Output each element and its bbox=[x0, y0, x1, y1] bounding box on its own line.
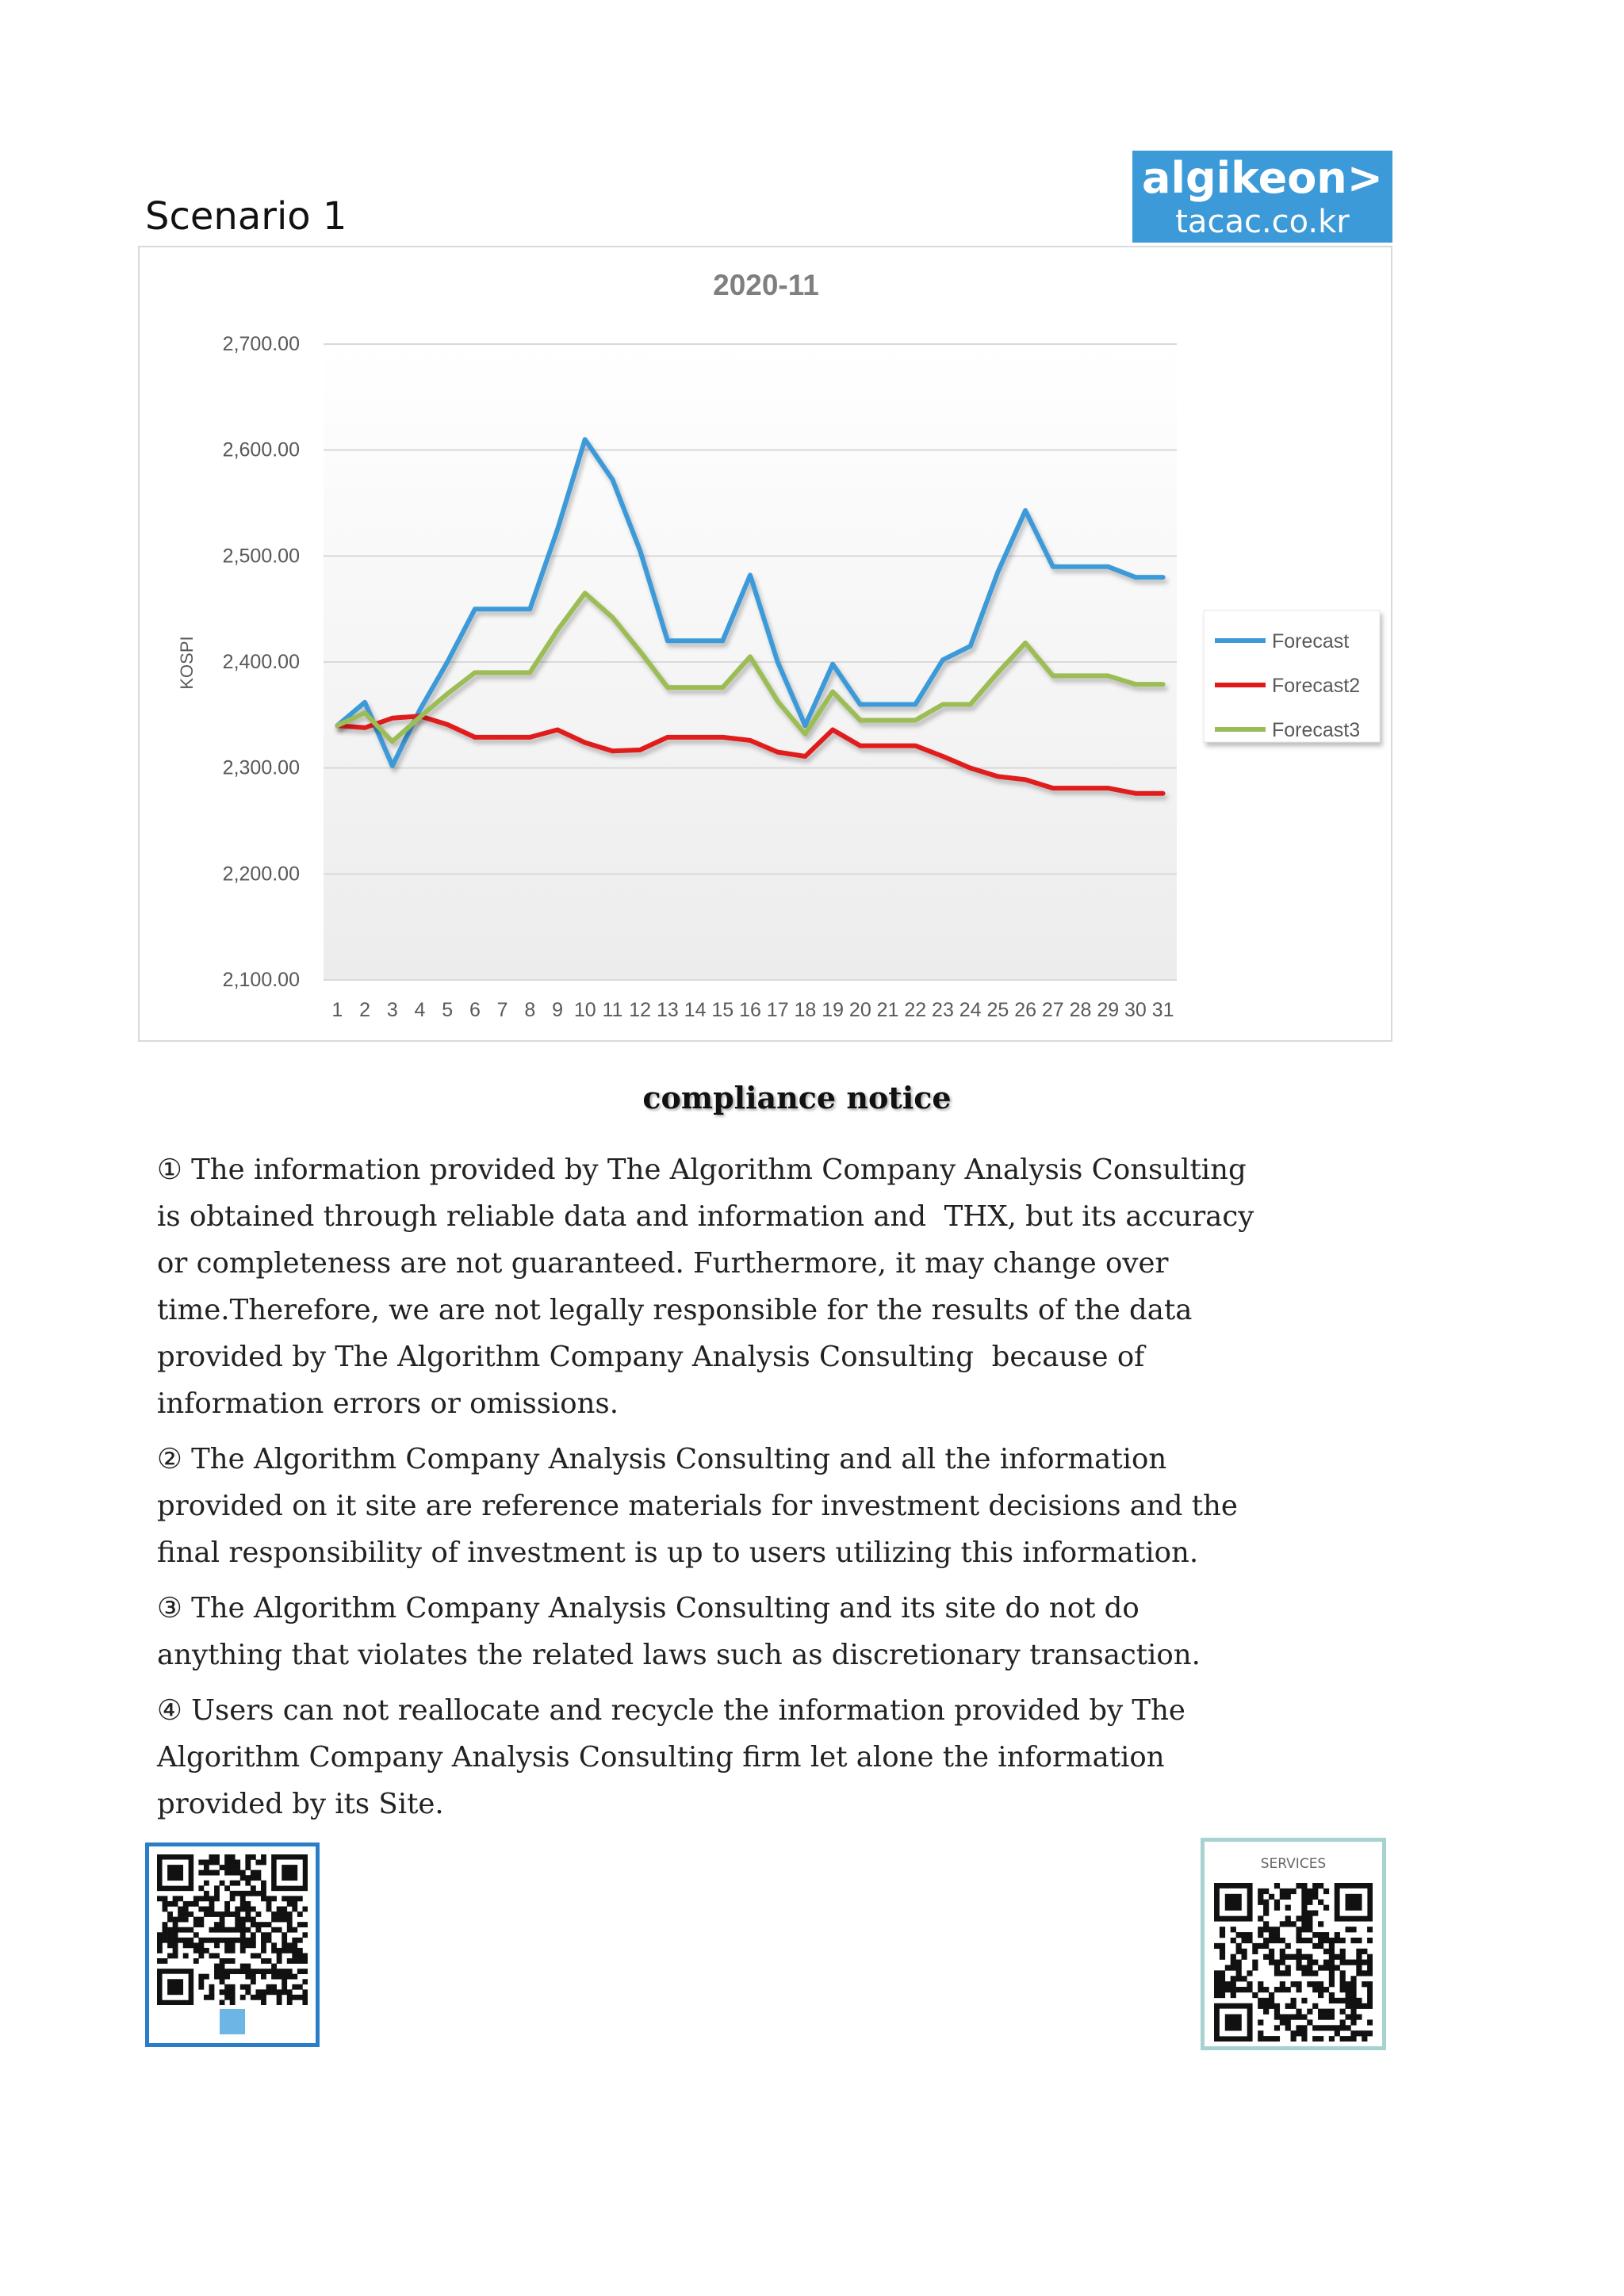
notice-paragraph-4: ④ Users can not reallocate and recycle the information provided by The Algorithm Company Analysis Consulting firm let alone the information provided by its Site. bbox=[157, 1694, 1185, 1820]
data-point bbox=[584, 438, 586, 440]
y-tick-label: 2,200.00 bbox=[222, 863, 300, 886]
data-point bbox=[1052, 787, 1054, 789]
x-tick-label: 28 bbox=[1069, 999, 1092, 1021]
x-tick-label: 31 bbox=[1151, 999, 1174, 1021]
data-point bbox=[1052, 566, 1054, 568]
compliance-notice-title: compliance notice bbox=[642, 1080, 952, 1115]
x-tick-label: 25 bbox=[986, 999, 1009, 1021]
qr-left-badge-icon bbox=[220, 2009, 245, 2034]
x-tick-label: 16 bbox=[739, 999, 761, 1021]
data-point bbox=[336, 725, 338, 726]
data-point bbox=[1080, 675, 1082, 676]
data-point bbox=[502, 608, 504, 610]
x-tick-label: 29 bbox=[1097, 999, 1120, 1021]
x-tick-label: 15 bbox=[711, 999, 734, 1021]
data-point bbox=[1080, 566, 1082, 568]
qr-right-caption: SERVICES bbox=[1260, 1856, 1327, 1872]
data-point bbox=[997, 775, 998, 777]
data-point bbox=[997, 672, 998, 673]
data-point bbox=[364, 702, 366, 703]
data-point bbox=[667, 640, 668, 641]
x-tick-label: 9 bbox=[552, 999, 563, 1021]
data-point bbox=[860, 703, 861, 705]
data-point bbox=[667, 737, 668, 738]
data-point bbox=[392, 718, 393, 719]
x-tick-label: 7 bbox=[496, 999, 508, 1021]
x-tick-label: 4 bbox=[414, 999, 426, 1021]
data-point bbox=[584, 742, 586, 744]
data-point bbox=[1135, 683, 1136, 685]
data-point bbox=[529, 608, 530, 610]
data-point bbox=[804, 756, 806, 757]
data-point bbox=[639, 651, 641, 652]
notice-paragraph-2: ② The Algorithm Company Analysis Consulting and all the information provided on it site are reference materials for investment decisions and the final responsibility of investment is up to users utilizing this information. bbox=[157, 1443, 1238, 1569]
legend-label: Forecast2 bbox=[1272, 675, 1361, 697]
data-point bbox=[584, 592, 586, 594]
data-point bbox=[529, 672, 530, 673]
data-point bbox=[695, 687, 696, 688]
data-point bbox=[942, 756, 944, 757]
data-point bbox=[722, 687, 723, 688]
data-point bbox=[529, 737, 530, 738]
x-tick-label: 8 bbox=[524, 999, 536, 1021]
data-point bbox=[1135, 793, 1136, 794]
data-point bbox=[502, 737, 504, 738]
x-tick-label: 10 bbox=[573, 999, 596, 1021]
data-point bbox=[446, 693, 448, 695]
data-point bbox=[914, 703, 916, 705]
data-point bbox=[914, 720, 916, 721]
x-tick-label: 26 bbox=[1014, 999, 1037, 1021]
chart-canvas bbox=[140, 247, 1391, 1040]
x-tick-label: 11 bbox=[602, 999, 623, 1021]
data-point bbox=[639, 550, 641, 552]
data-point bbox=[749, 656, 751, 657]
qr-code-left[interactable] bbox=[145, 1843, 320, 2047]
data-point bbox=[364, 727, 366, 729]
logo-site-url: tacac.co.kr bbox=[1175, 204, 1350, 240]
kospi-forecast-chart bbox=[138, 246, 1392, 1042]
notice-paragraph-3: ③ The Algorithm Company Analysis Consulting and its site do not do anything that violates the related laws such as discretionary transaction. bbox=[157, 1592, 1201, 1671]
x-tick-label: 13 bbox=[656, 999, 679, 1021]
data-point bbox=[1162, 793, 1164, 794]
data-point bbox=[611, 750, 613, 752]
data-point bbox=[777, 700, 779, 702]
data-point bbox=[914, 745, 916, 747]
x-tick-label: 27 bbox=[1041, 999, 1064, 1021]
data-point bbox=[695, 640, 696, 641]
x-tick-label: 20 bbox=[848, 999, 871, 1021]
qr-code-right[interactable] bbox=[1201, 1838, 1386, 2050]
data-point bbox=[611, 617, 613, 618]
data-point bbox=[392, 765, 393, 767]
data-point bbox=[1025, 642, 1026, 644]
data-point bbox=[557, 729, 558, 731]
y-tick-label: 2,400.00 bbox=[222, 651, 300, 673]
data-point bbox=[997, 571, 998, 572]
y-tick-label: 2,500.00 bbox=[222, 545, 300, 568]
data-point bbox=[887, 720, 889, 721]
x-tick-label: 12 bbox=[629, 999, 652, 1021]
data-point bbox=[1025, 510, 1026, 511]
x-tick-label: 22 bbox=[904, 999, 927, 1021]
x-tick-label: 18 bbox=[794, 999, 817, 1021]
data-point bbox=[860, 745, 861, 747]
y-tick-label: 2,300.00 bbox=[222, 756, 300, 779]
x-tick-label: 2 bbox=[359, 999, 371, 1021]
x-tick-label: 3 bbox=[386, 999, 398, 1021]
data-point bbox=[832, 664, 833, 665]
data-point bbox=[364, 712, 366, 714]
data-point bbox=[419, 709, 420, 710]
y-tick-label: 2,600.00 bbox=[222, 438, 300, 461]
data-point bbox=[1107, 566, 1109, 568]
y-tick-label: 2,100.00 bbox=[222, 969, 300, 991]
qr-code-right-image bbox=[1214, 1883, 1373, 2042]
data-point bbox=[1135, 576, 1136, 578]
company-logo[interactable] bbox=[1132, 151, 1392, 243]
data-point bbox=[887, 703, 889, 705]
data-point bbox=[611, 479, 613, 480]
qr-code-left-image bbox=[157, 1854, 308, 2005]
data-point bbox=[970, 703, 971, 705]
scenario-title: Scenario 1 bbox=[145, 194, 347, 239]
data-point bbox=[419, 717, 420, 718]
data-point bbox=[446, 724, 448, 725]
data-point bbox=[1162, 683, 1164, 685]
data-point bbox=[749, 574, 751, 576]
data-point bbox=[667, 687, 668, 688]
data-point bbox=[887, 745, 889, 747]
data-point bbox=[1052, 675, 1054, 676]
data-point bbox=[970, 767, 971, 769]
x-tick-label: 14 bbox=[684, 999, 707, 1021]
data-point bbox=[1162, 576, 1164, 578]
data-point bbox=[639, 749, 641, 751]
data-point bbox=[777, 752, 779, 753]
data-point bbox=[392, 740, 393, 742]
data-point bbox=[502, 672, 504, 673]
logo-brand-text: algikeon> bbox=[1142, 153, 1383, 203]
legend-label: Forecast3 bbox=[1272, 719, 1361, 741]
x-tick-label: 17 bbox=[766, 999, 789, 1021]
data-point bbox=[942, 703, 944, 705]
chart-legend bbox=[1204, 610, 1380, 742]
y-axis-label: KOSPI bbox=[177, 636, 197, 690]
data-point bbox=[1025, 779, 1026, 780]
data-point bbox=[832, 691, 833, 692]
x-tick-label: 21 bbox=[876, 999, 899, 1021]
x-tick-label: 30 bbox=[1124, 999, 1147, 1021]
data-point bbox=[474, 672, 476, 673]
x-tick-label: 5 bbox=[442, 999, 454, 1021]
data-point bbox=[942, 659, 944, 660]
y-tick-label: 2,700.00 bbox=[222, 333, 300, 355]
data-point bbox=[749, 740, 751, 741]
data-point bbox=[557, 529, 558, 530]
data-point bbox=[446, 661, 448, 663]
chart-title: 2020-11 bbox=[713, 269, 819, 301]
legend-label: Forecast bbox=[1272, 630, 1350, 652]
x-tick-label: 6 bbox=[469, 999, 481, 1021]
data-point bbox=[777, 661, 779, 663]
data-point bbox=[832, 729, 833, 731]
data-point bbox=[1080, 787, 1082, 789]
data-point bbox=[474, 608, 476, 610]
notice-paragraph-1: ① The information provided by The Algorithm Company Analysis Consulting is obtained through reliable data and information and THX, but its accuracy or completeness are not guaranteed. Furthermore, it may change over time.Therefore, we are not legally responsible for the results of the data provided by The Algorithm Company Analysis Consulting because of information errors or omissions. bbox=[157, 1154, 1254, 1420]
x-tick-label: 1 bbox=[331, 999, 343, 1021]
x-tick-label: 19 bbox=[822, 999, 845, 1021]
data-point bbox=[695, 737, 696, 738]
x-tick-label: 24 bbox=[959, 999, 982, 1021]
data-point bbox=[804, 733, 806, 735]
data-point bbox=[804, 725, 806, 726]
x-tick-label: 23 bbox=[932, 999, 954, 1021]
data-point bbox=[1107, 787, 1109, 789]
data-point bbox=[1107, 675, 1109, 676]
data-point bbox=[860, 720, 861, 721]
data-point bbox=[970, 645, 971, 647]
data-point bbox=[474, 737, 476, 738]
data-point bbox=[557, 629, 558, 631]
data-point bbox=[722, 640, 723, 641]
compliance-notice-body bbox=[157, 1146, 1394, 1836]
data-point bbox=[722, 737, 723, 738]
